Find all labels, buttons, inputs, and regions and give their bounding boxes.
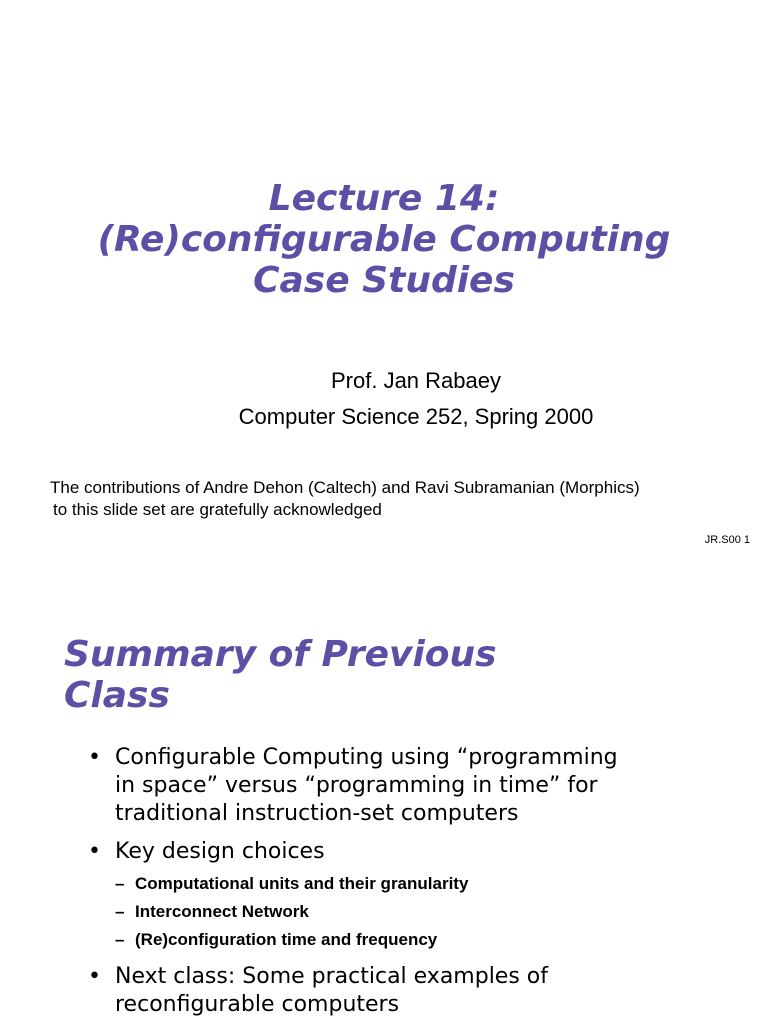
slide-footer: JR.S00 1 xyxy=(704,534,750,546)
sub-list xyxy=(115,870,708,954)
bullet-marker: • xyxy=(88,745,101,770)
bullet-marker: • xyxy=(88,964,101,989)
dash-marker: – xyxy=(115,930,125,949)
bullet-item xyxy=(88,963,708,1019)
sub-item xyxy=(115,898,708,926)
bullet-line: traditional instruction-set computers xyxy=(115,801,519,826)
lecture-title xyxy=(0,178,768,301)
bullet-line: Next class: Some practical examples of xyxy=(115,964,549,989)
bullet-line: in space” versus “programming in time” for xyxy=(115,773,598,798)
bullet-line: reconfigurable computers xyxy=(115,992,400,1017)
lecture-title-line: (Re)configurable Computing xyxy=(97,219,671,260)
sub-item-text: (Re)configuration time and frequency xyxy=(135,930,438,949)
bullet-line: Configurable Computing using “programming xyxy=(115,745,618,770)
sub-item-text: Computational units and their granularity xyxy=(135,874,469,893)
bullet-marker: • xyxy=(88,839,101,864)
acknowledgement-line: The contributions of Andre Dehon (Caltech) and Ravi Subramanian (Morphics) xyxy=(50,478,640,497)
dash-marker: – xyxy=(115,902,125,921)
dash-marker: – xyxy=(115,874,125,893)
slide-summary xyxy=(0,566,768,1024)
bullet-list xyxy=(88,744,708,1019)
bullet-item xyxy=(88,744,708,828)
acknowledgement-line: to this slide set are gratefully acknowledged xyxy=(53,500,382,519)
summary-title-line: Class xyxy=(64,675,170,716)
sub-item-text: Interconnect Network xyxy=(135,902,309,921)
sub-item xyxy=(115,926,708,954)
lecture-title-line: Case Studies xyxy=(253,260,515,301)
summary-title xyxy=(64,634,704,716)
acknowledgement xyxy=(50,477,750,521)
lecture-title-line: Lecture 14: xyxy=(268,178,500,219)
summary-title-line: Summary of Previous xyxy=(64,634,497,675)
bullet-line: Key design choices xyxy=(115,839,325,864)
bullet-item xyxy=(88,838,708,954)
course-name: Computer Science 252, Spring 2000 xyxy=(238,404,594,429)
author-name: Prof. Jan Rabaey xyxy=(331,368,501,393)
sub-item xyxy=(115,870,708,898)
